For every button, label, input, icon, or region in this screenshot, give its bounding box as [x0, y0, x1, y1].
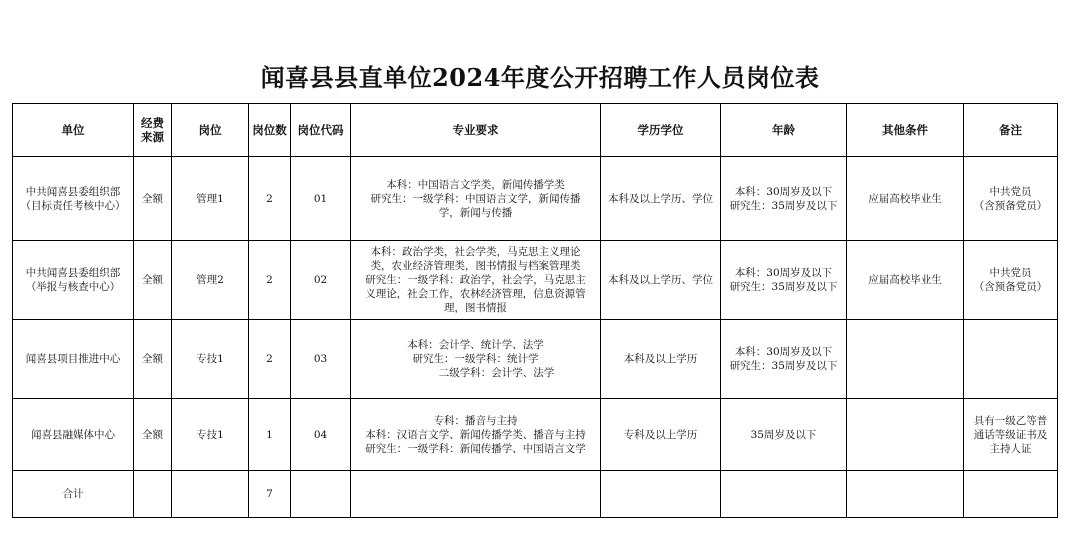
cell-fund: 全额 — [134, 157, 172, 241]
recruitment-table — [12, 103, 1058, 518]
major-line: 本科：政治学类，社会学类，马克思主义理论 — [370, 246, 581, 258]
cell-code: 03 — [291, 320, 351, 399]
major-line: 义理论，社会工作，农林经济管理，信息资源管 — [365, 288, 586, 300]
note-line: （含预备党员） — [973, 199, 1048, 212]
cell-count: 2 — [249, 157, 291, 241]
header-fund-line1: 经费 — [141, 116, 164, 130]
cell-other — [847, 399, 964, 471]
table-row — [13, 399, 1058, 471]
cell-post: 专技1 — [172, 399, 249, 471]
cell-major — [351, 399, 601, 471]
total-empty — [721, 471, 847, 518]
cell-unit — [13, 320, 134, 399]
age-line: 本科：30周岁及以下 — [734, 267, 833, 279]
cell-age — [721, 157, 847, 241]
header-count: 岗位数 — [249, 104, 291, 157]
unit-line: 闻喜县项目推进中心 — [25, 353, 121, 365]
major-line: 二级学科：会计学、法学 — [438, 367, 555, 379]
cell-age — [721, 399, 847, 471]
header-code: 岗位代码 — [291, 104, 351, 157]
table-header-row — [13, 104, 1058, 157]
cell-unit — [13, 241, 134, 320]
note-line: 通话等级证书及 — [973, 428, 1048, 441]
total-empty — [601, 471, 721, 518]
note-line: 中共党员 — [989, 267, 1032, 279]
note-line: （含预备党员） — [973, 281, 1048, 293]
major-line: 本科：中国语言文学类，新闻传播学类 — [386, 178, 565, 191]
cell-fund: 全额 — [134, 399, 172, 471]
total-label: 合计 — [13, 471, 134, 518]
unit-line: （目标责任考核中心） — [20, 199, 126, 212]
note-line: 具有一级乙等普 — [973, 414, 1048, 427]
cell-note — [964, 399, 1058, 471]
cell-fund: 全额 — [134, 241, 172, 320]
major-line: 研究生：一级学科：中国语言文学，新闻传播 — [370, 192, 581, 205]
age-line: 本科：30周岁及以下 — [734, 346, 833, 358]
cell-post: 管理2 — [172, 241, 249, 320]
cell-other — [847, 320, 964, 399]
cell-note — [964, 157, 1058, 241]
cell-education: 本科及以上学历、学位 — [601, 157, 721, 241]
header-post: 岗位 — [172, 104, 249, 157]
total-empty — [134, 471, 172, 518]
age-line: 本科：30周岁及以下 — [734, 185, 833, 198]
header-other: 其他条件 — [847, 104, 964, 157]
cell-code: 02 — [291, 241, 351, 320]
cell-education: 本科及以上学历、学位 — [601, 241, 721, 320]
major-line: 本科：会计学、统计学、法学 — [407, 339, 544, 351]
header-major: 专业要求 — [351, 104, 601, 157]
major-line: 专科：播音与主持 — [433, 414, 518, 427]
unit-line: 中共闻喜县委组织部 — [25, 185, 121, 198]
cell-major — [351, 157, 601, 241]
major-line: 学，新闻与传播 — [438, 206, 513, 219]
cell-major — [351, 320, 601, 399]
major-line: 类，农业经济管理类，图书情报与档案管理类 — [370, 260, 581, 272]
major-line: 本科：汉语言文学、新闻传播学类、播音与主持 — [365, 428, 586, 441]
cell-count: 1 — [249, 399, 291, 471]
cell-note — [964, 241, 1058, 320]
cell-post: 专技1 — [172, 320, 249, 399]
unit-line: 中共闻喜县委组织部 — [25, 267, 121, 279]
note-line: 中共党员 — [989, 185, 1032, 198]
total-empty — [172, 471, 249, 518]
major-line: 研究生：一级学科：统计学 — [412, 353, 539, 365]
cell-note — [964, 320, 1058, 399]
total-count: 7 — [249, 471, 291, 518]
table-row — [13, 157, 1058, 241]
age-line: 研究生：35周岁及以下 — [729, 360, 838, 372]
unit-line: （举报与核查中心） — [25, 281, 121, 293]
total-empty — [847, 471, 964, 518]
header-education: 学历学位 — [601, 104, 721, 157]
cell-other: 应届高校毕业生 — [847, 241, 964, 320]
cell-major — [351, 241, 601, 320]
age-line: 研究生：35周岁及以下 — [729, 281, 838, 293]
unit-line: 闻喜县融媒体中心 — [31, 428, 115, 441]
cell-fund: 全额 — [134, 320, 172, 399]
cell-other: 应届高校毕业生 — [847, 157, 964, 241]
cell-post: 管理1 — [172, 157, 249, 241]
total-empty — [964, 471, 1058, 518]
age-line: 35周岁及以下 — [750, 428, 817, 441]
total-row — [13, 471, 1058, 518]
header-age: 年龄 — [721, 104, 847, 157]
total-empty — [351, 471, 601, 518]
cell-age — [721, 320, 847, 399]
header-unit: 单位 — [13, 104, 134, 157]
table-row — [13, 241, 1058, 320]
table-row — [13, 320, 1058, 399]
header-fund-line2: 来源 — [141, 130, 164, 144]
major-line: 研究生：一级学科：政治学，社会学，马克思主 — [365, 274, 586, 286]
cell-code: 04 — [291, 399, 351, 471]
cell-code: 01 — [291, 157, 351, 241]
cell-education: 本科及以上学历 — [601, 320, 721, 399]
cell-age — [721, 241, 847, 320]
page-title: 闻喜县县直单位2024年度公开招聘工作人员岗位表 — [260, 63, 820, 92]
major-line: 研究生：一级学科：新闻传播学、中国语言文学 — [365, 442, 586, 455]
header-note: 备注 — [964, 104, 1058, 157]
cell-education: 专科及以上学历 — [601, 399, 721, 471]
total-empty — [291, 471, 351, 518]
note-line: 主持人证 — [989, 442, 1032, 455]
cell-count: 2 — [249, 241, 291, 320]
age-line: 研究生：35周岁及以下 — [729, 199, 838, 212]
header-fund-source — [134, 104, 172, 157]
cell-unit — [13, 399, 134, 471]
cell-unit — [13, 157, 134, 241]
cell-count: 2 — [249, 320, 291, 399]
major-line: 理，图书情报 — [444, 302, 507, 314]
